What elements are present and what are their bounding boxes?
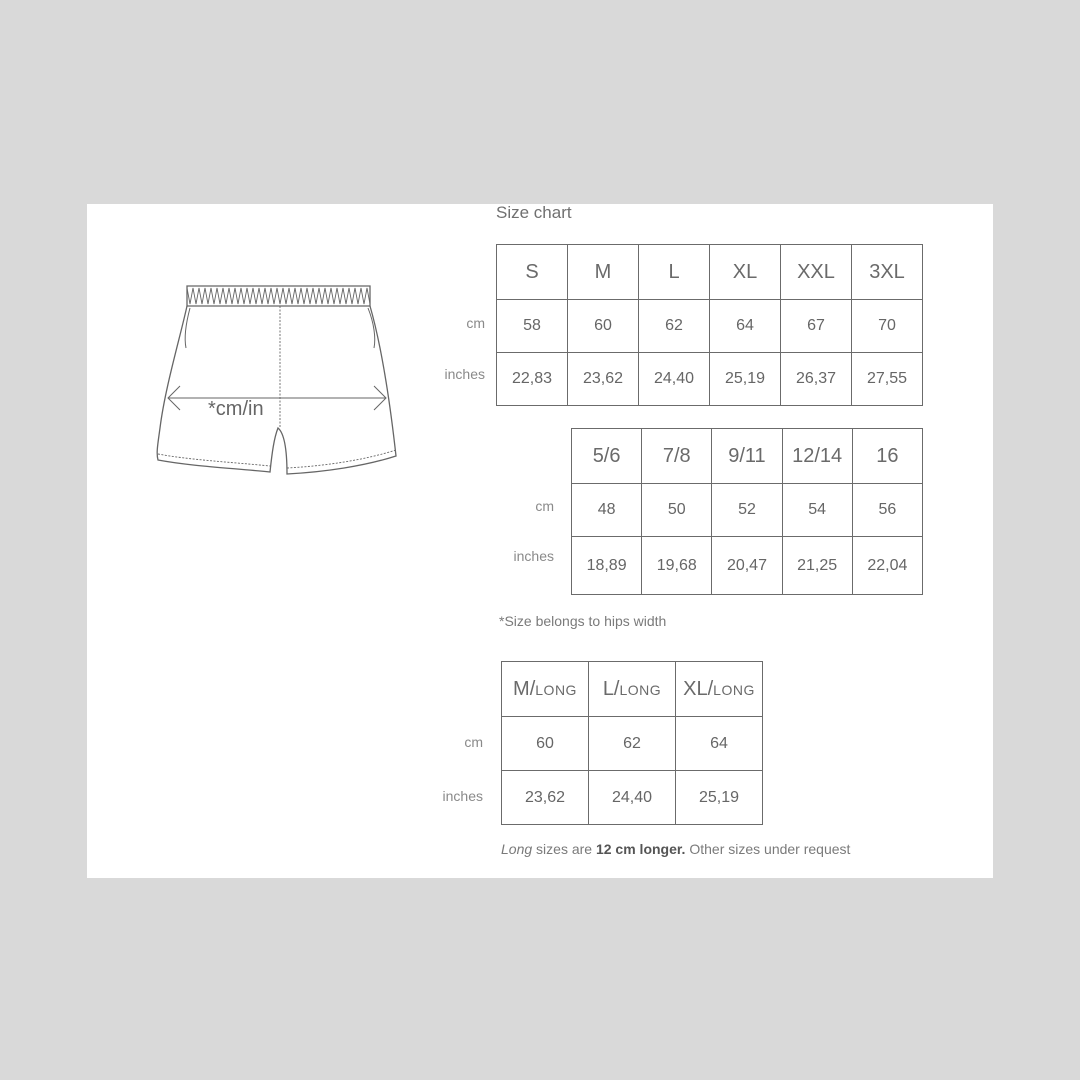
inches-cell: 20,47 [712,537,782,595]
table-row-inches [572,537,923,595]
size-cell: 3XL [852,245,923,300]
table-row-cm [502,717,763,771]
row-label-cm: cm [535,498,554,514]
inches-cell: 24,40 [589,771,676,825]
table-row-cm [497,300,923,353]
cm-cell: 60 [568,300,639,353]
size-cell: XL/LONG [676,662,763,717]
inches-cell: 26,37 [781,353,852,406]
cm-cell: 60 [502,717,589,771]
inches-cell: 21,25 [782,537,852,595]
size-cell: L/LONG [589,662,676,717]
size-cell: 12/14 [782,429,852,484]
page-title: Size chart [496,203,572,222]
table-row-inches [497,353,923,406]
inches-cell: 27,55 [852,353,923,406]
size-table-long [501,661,763,825]
cm-cell: 58 [497,300,568,353]
size-cell: 9/11 [712,429,782,484]
size-cell: XL [710,245,781,300]
row-label-inches: inches [513,548,554,564]
inches-cell: 22,04 [852,537,922,595]
hips-note: *Size belongs to hips width [499,613,667,629]
long-sizes-note: Long sizes are 12 cm longer. Other sizes under request [501,841,851,857]
size-cell: L [639,245,710,300]
inches-cell: 23,62 [502,771,589,825]
inches-cell: 19,68 [642,537,712,595]
measurement-label: *cm/in [208,398,264,420]
inches-cell: 25,19 [710,353,781,406]
row-label-cm: cm [466,315,485,331]
cm-cell: 52 [712,484,782,537]
inches-cell: 22,83 [497,353,568,406]
cm-cell: 48 [572,484,642,537]
cm-cell: 62 [639,300,710,353]
cm-cell: 64 [676,717,763,771]
size-cell: XXL [781,245,852,300]
size-table-kids [571,428,923,595]
cm-cell: 56 [852,484,922,537]
inches-cell: 24,40 [639,353,710,406]
inches-cell: 18,89 [572,537,642,595]
cm-cell: 70 [852,300,923,353]
inches-cell: 23,62 [568,353,639,406]
table-row-cm [572,484,923,537]
size-cell: M [568,245,639,300]
cm-cell: 62 [589,717,676,771]
table-row-sizes [572,429,923,484]
size-table-adult [496,244,923,406]
cm-cell: 54 [782,484,852,537]
row-label-cm: cm [464,734,483,750]
cm-cell: 67 [781,300,852,353]
size-cell: 7/8 [642,429,712,484]
row-label-inches: inches [444,366,485,382]
table-row-inches [502,771,763,825]
size-cell: S [497,245,568,300]
table-row-sizes [502,662,763,717]
size-cell: M/LONG [502,662,589,717]
row-label-inches: inches [442,788,483,804]
size-cell: 16 [852,429,922,484]
cm-cell: 64 [710,300,781,353]
table-row-sizes [497,245,923,300]
size-cell: 5/6 [572,429,642,484]
cm-cell: 50 [642,484,712,537]
inches-cell: 25,19 [676,771,763,825]
shorts-illustration [150,278,410,483]
